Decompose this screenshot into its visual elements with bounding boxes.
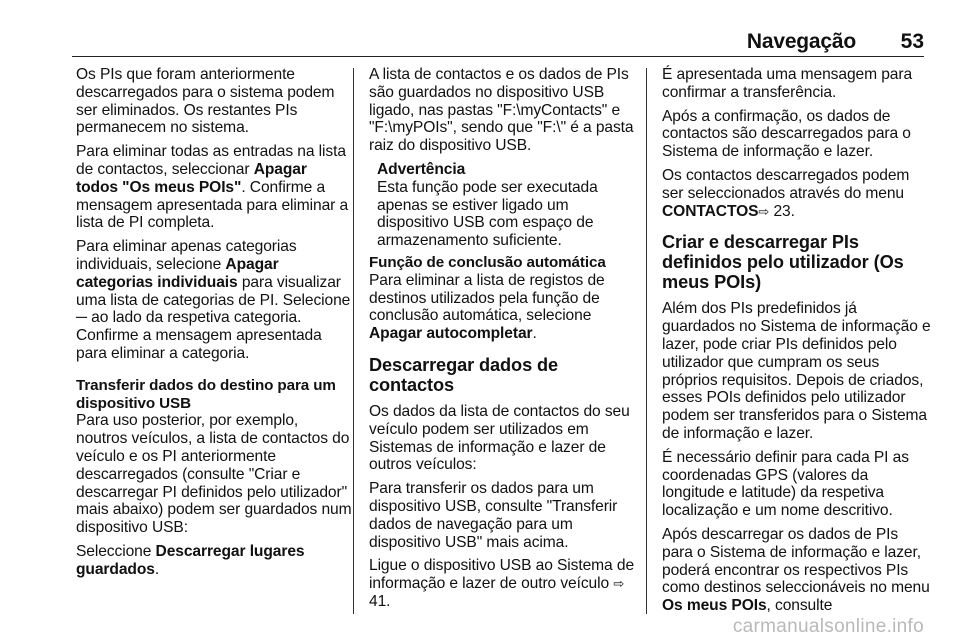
watermark: carmanualsonline.info: [732, 616, 924, 637]
column-divider-2: [646, 68, 647, 614]
menu-option-delete-all: Apagar todos "Os meus POIs": [76, 160, 307, 196]
section-heading: Transferir dados do destino para um dispositivo USB: [76, 376, 336, 412]
page-reference-arrow-icon: ⇨: [613, 576, 625, 592]
paragraph: É apresentada uma mensagem para confirmar a transferência.: [662, 66, 913, 101]
paragraph: Para eliminar todas as entradas na lista de contactos, seleccionar Apagar todos "Os meus POIs". Confirme a mensagem apresentada para eliminar a lista de PI completa.: [76, 143, 349, 232]
paragraph: Para transferir os dados para um dispositivo USB, consulte "Transferir dados de navegação para um dispositivo USB" mais acima.: [369, 480, 618, 551]
menu-option-contacts: CONTACTOS: [662, 202, 759, 220]
paragraph: Para eliminar a lista de registos de destinos utilizados pela função de conclusão automática, selecione Apagar autocompletar.: [369, 271, 605, 343]
paragraph: Após descarregar os dados de PIs para o Sistema de informação e lazer, poderá encontrar os respectivos PIs como destinos seleccionáveis no menu Os meus POIs, consulte: [662, 525, 930, 615]
paragraph: Para eliminar apenas categorias individuais, selecione Apagar categorias individuais para visualizar uma lista de categorias de PI. Selecione ─ ao lado da respetiva categoria. Confirme a mensagem apresentada para eliminar a categoria.: [76, 238, 351, 362]
paragraph: Os dados da lista de contactos do seu veículo podem ser utilizados em Sistemas de informação e lazer de outros veículos:: [369, 402, 630, 474]
paragraph: Para uso posterior, por exemplo, noutros veículos, a lista de contactos do veículo e os PI anteriormente descarregados (consulte "Criar e descarregar PI definidos pelo utilizador" mais abaixo) podem ser guardados num dispositivo USB:: [76, 412, 352, 537]
section-heading: Função de conclusão automática: [369, 253, 606, 271]
page-reference-arrow-icon: ⇨: [758, 203, 770, 219]
paragraph: Os contactos descarregados podem ser seleccionados através do menu CONTACTOS⇨ 23.: [662, 166, 910, 220]
warning-note: [377, 161, 637, 250]
header-rule: [72, 56, 924, 57]
column-1: [76, 66, 352, 585]
menu-option-my-pois: Os meus POIs: [662, 597, 767, 615]
paragraph: Os PIs que foram anteriormente descarregados para o sistema podem ser eliminados. Os restantes PIs permanecem no sistema.: [76, 66, 335, 137]
paragraph: Após a confirmação, os dados de contactos são descarregados para o Sistema de informação e lazer.: [662, 107, 911, 161]
column-3: [662, 66, 932, 621]
page-header: [72, 30, 924, 52]
column-divider-1: [353, 68, 354, 614]
menu-option-delete-autocomplete: Apagar autocompletar: [369, 325, 533, 343]
paragraph: Seleccione Descarregar lugares guardados.: [76, 542, 305, 578]
paragraph: Ligue o dispositivo USB ao Sistema de informação e lazer de outro veículo ⇨ 41.: [369, 557, 635, 610]
paragraph: É necessário definir para cada PI as coordenadas GPS (valores da longitude e latitude) da respetiva localização e um nome descritivo.: [662, 448, 909, 520]
section-title: Descarregar dados de contactos: [369, 354, 559, 395]
page-number: 53: [900, 30, 924, 53]
paragraph: A lista de contactos e os dados de PIs são guardados no dispositivo USB ligado, nas pastas "F:\myContacts" e "F:\myPOIs", sendo que "F:\" é a pasta raiz do dispositivo USB.: [369, 66, 634, 155]
paragraph: Além dos PIs predefinidos já guardados no Sistema de informação e lazer, pode criar PIs definidos pelo utilizador que cumpram os seus próprios requisitos. Depois de criados, esses POIs definidos pelo utilizador podem ser transferidos para o Sistema de informação e lazer.: [662, 300, 931, 442]
column-2: [369, 66, 637, 617]
menu-option-download-places: Descarregar lugares guardados: [76, 542, 305, 578]
minus-icon: ─: [76, 309, 87, 327]
section-title: Criar e descarregar PIs definidos pelo utilizador (Os meus POIs): [662, 232, 904, 293]
note-text: Esta função pode ser executada apenas se estiver ligado um dispositivo USB com espaço de armazenamento suficiente.: [377, 178, 598, 250]
menu-option-delete-categories: Apagar categorias individuais: [76, 255, 279, 291]
page-title: Navegação: [746, 30, 856, 53]
note-title: Advertência: [377, 160, 466, 178]
